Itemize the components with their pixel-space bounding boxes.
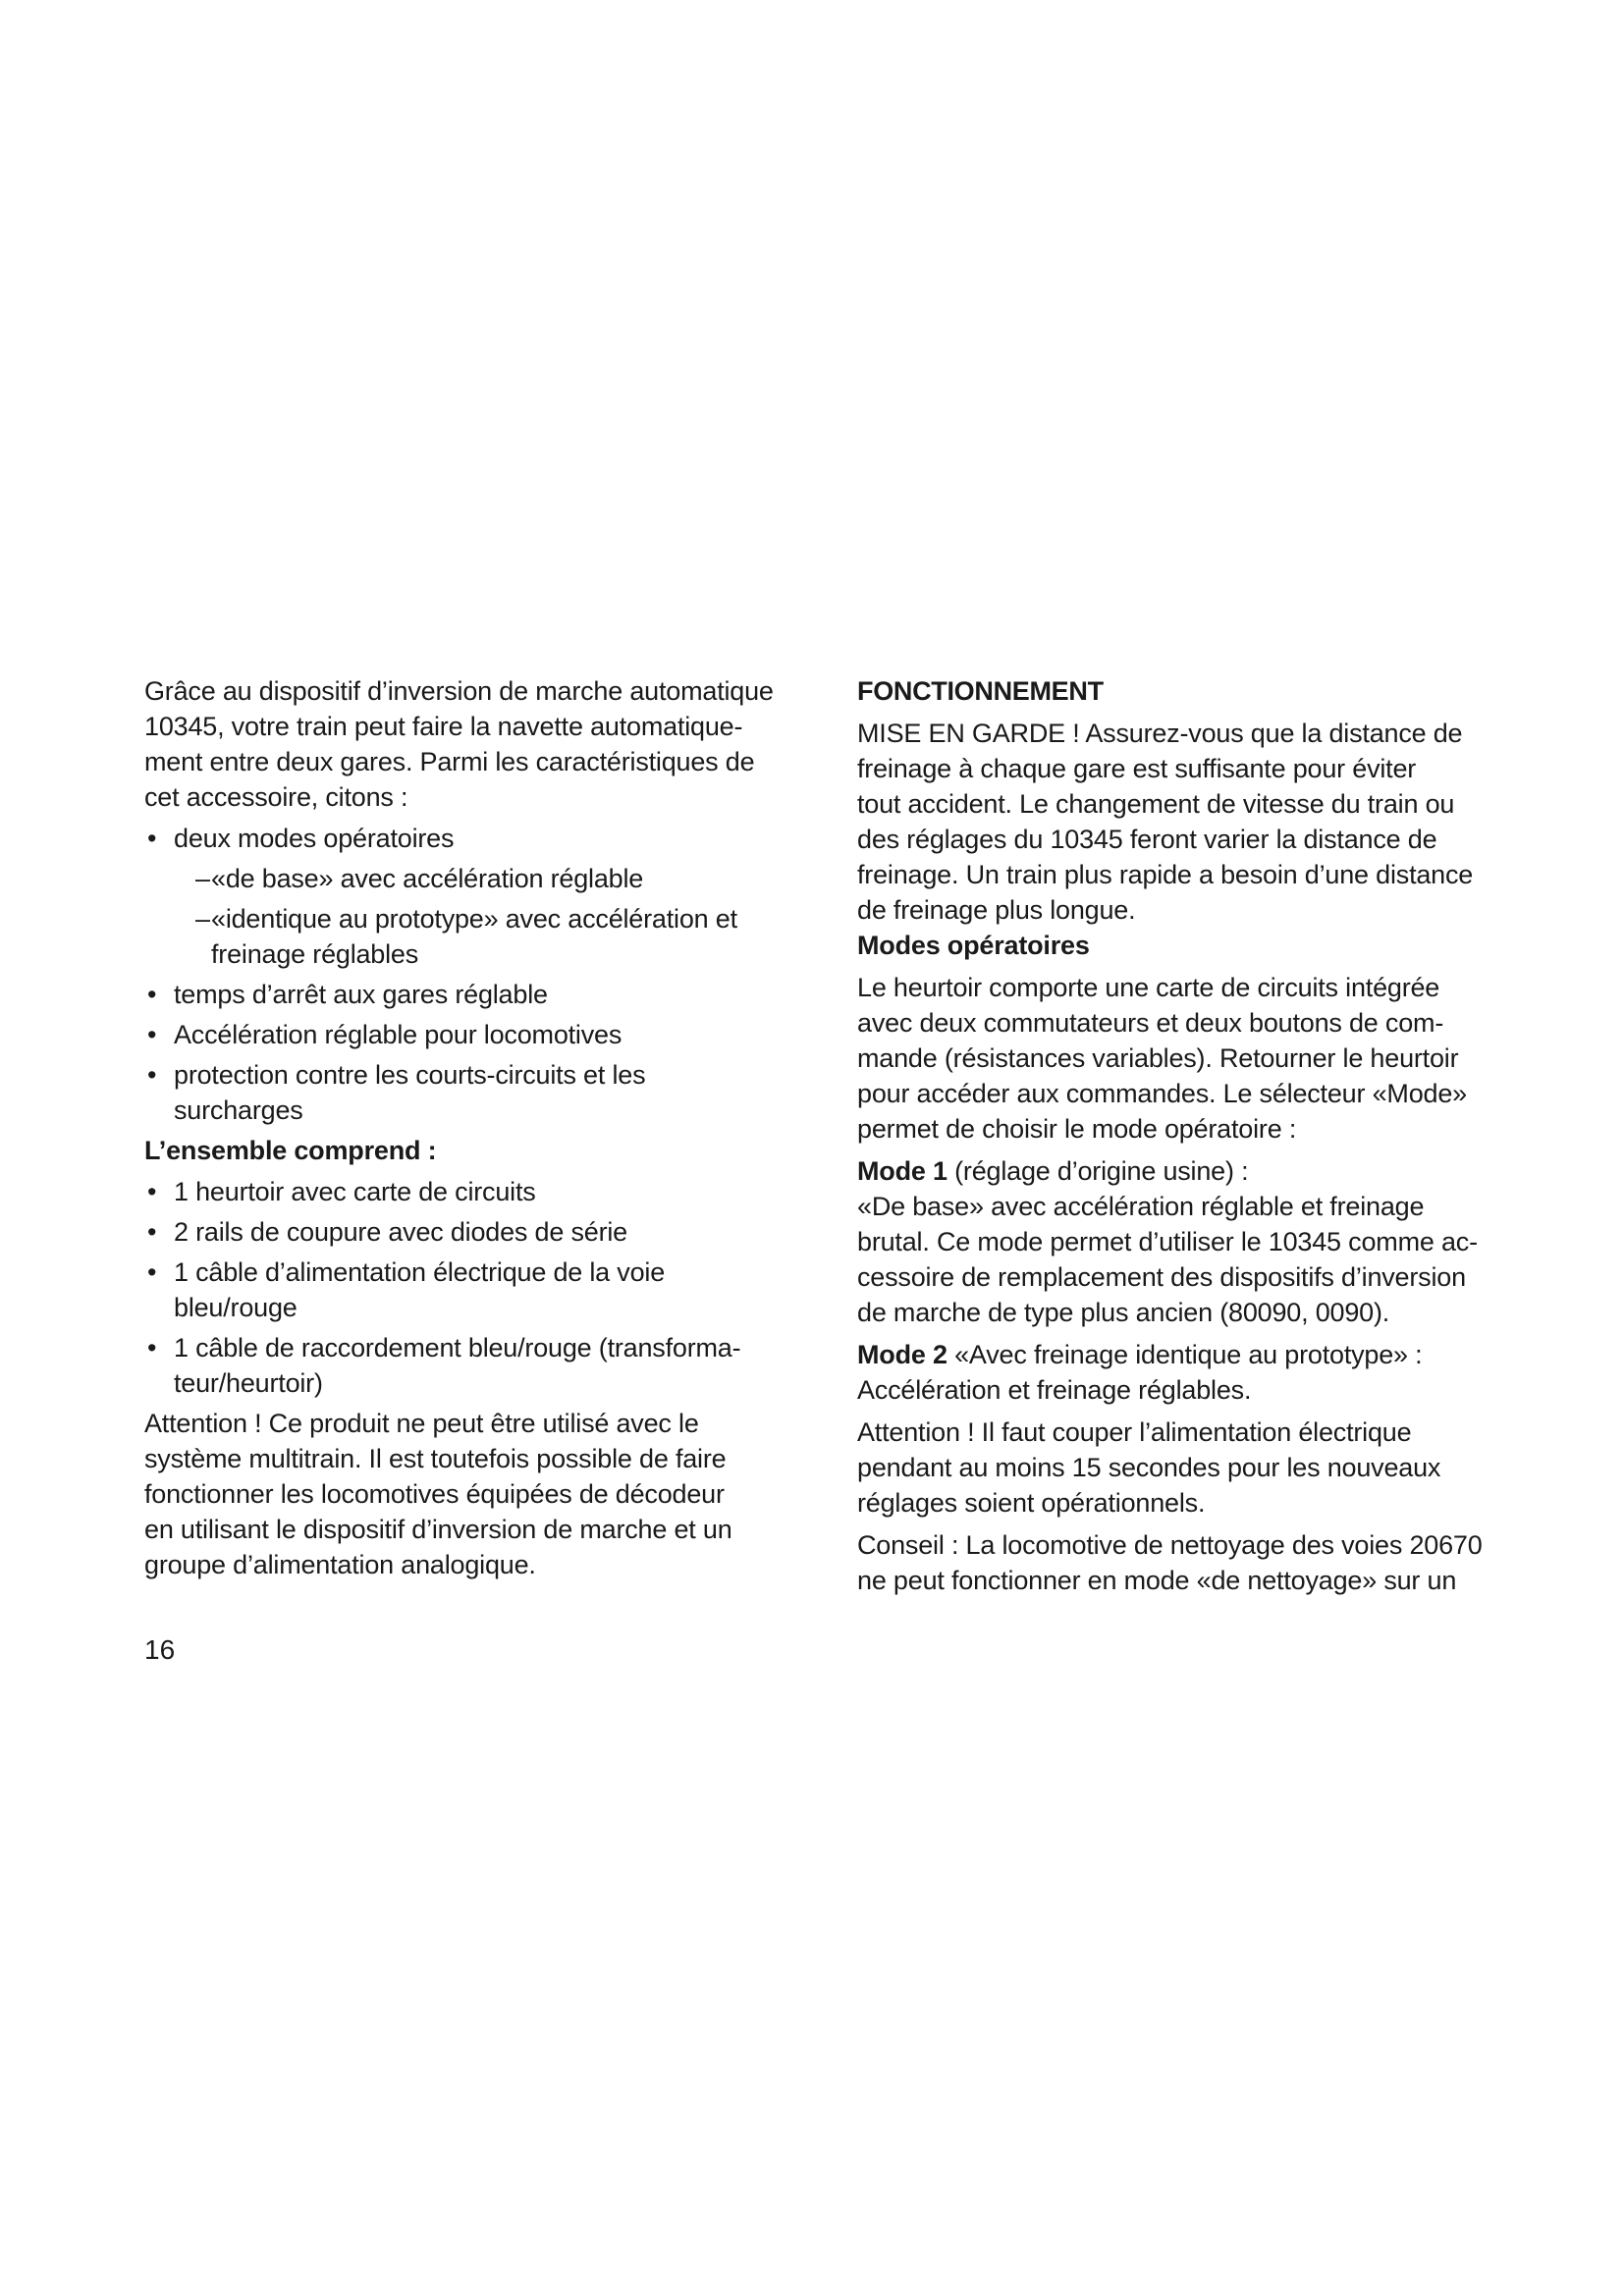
list-item: • Accélération réglable pour locomotives xyxy=(144,1017,792,1052)
list-item: • protection contre les courts-circuits et les surcharges xyxy=(144,1057,792,1128)
mode1-paragraph: Mode 1 (réglage d’origine usine) : «De base» avec accélération réglable et freinage brutal. Ce mode permet d’utiliser le 10345 comme ac- cessoire de remplacement des dispositifs d’inversion de marche de type plus ancien (80090, 0090). xyxy=(857,1156,1478,1327)
list-item: • temps d’arrêt aux gares réglable xyxy=(144,977,792,1012)
list-item: – «identique au prototype» avec accélération et freinage réglables xyxy=(174,901,792,972)
mode2-label: Mode 2 xyxy=(857,1340,947,1369)
modes-paragraph: Le heurtoir comporte une carte de circuits intégrée avec deux commutateurs et deux boutons de com- mande (résistances variables). Retourner le heurtoir pour accéder aux commandes. Le sélecteur «Mode» permet de choisir le mode opératoire : xyxy=(857,973,1467,1144)
modes-heading: Modes opératoires xyxy=(857,931,1090,960)
intro-line: 10345, votre train peut faire la navette automatique- xyxy=(144,712,743,741)
list-item: • 2 rails de coupure avec diodes de série xyxy=(144,1214,792,1250)
contents-list xyxy=(144,1174,792,1401)
intro-paragraph xyxy=(144,673,792,815)
features-list xyxy=(144,821,792,1128)
list-item: • 1 câble d’alimentation électrique de la voie bleu/rouge xyxy=(144,1255,792,1325)
left-column xyxy=(144,673,792,1582)
mode2-paragraph: Mode 2 «Avec freinage identique au prototype» : Accélération et freinage réglables. xyxy=(857,1340,1423,1405)
list-item: • deux modes opératoires – «de base» avec accélération réglable – «identique au prototype» avec accélération et freinage réglables xyxy=(144,821,792,972)
intro-line: ment entre deux gares. Parmi les caractéristiques de xyxy=(144,747,755,776)
right-column xyxy=(857,673,1495,1598)
section-heading: FONCTIONNEMENT xyxy=(857,676,1104,706)
intro-line: cet accessoire, citons : xyxy=(144,782,408,812)
list-item: – «de base» avec accélération réglable xyxy=(174,861,792,896)
list-item: • 1 câble de raccordement bleu/rouge (transforma- teur/heurtoir) xyxy=(144,1330,792,1401)
attention-paragraph: Attention ! Ce produit ne peut être utilisé avec le système multitrain. Il est toutefois possible de faire fonctionner les locomotives équipées de décodeur en utilisant le dispositif d’inversion de marche et un groupe d’alimentation analogique. xyxy=(144,1409,732,1579)
tip-paragraph: Conseil : La locomotive de nettoyage des voies 20670 ne peut fonctionner en mode «de nettoyage» sur un xyxy=(857,1530,1483,1595)
list-item: • 1 heurtoir avec carte de circuits xyxy=(144,1174,792,1209)
contents-heading: L’ensemble comprend : xyxy=(144,1136,437,1165)
modes-sublist xyxy=(174,861,792,972)
warning-paragraph: MISE EN GARDE ! Assurez-vous que la distance de freinage à chaque gare est suffisante pour éviter tout accident. Le changement de vitesse du train ou des réglages du 10345 feront varier la distance de freinage. Un train plus rapide a besoin d’une distance de freinage plus longue. xyxy=(857,719,1474,925)
intro-line: Grâce au dispositif d’inversion de marche automatique xyxy=(144,676,774,706)
page-number: 16 xyxy=(144,1634,176,1665)
mode1-label: Mode 1 xyxy=(857,1156,947,1186)
attention-paragraph: Attention ! Il faut couper l’alimentation électrique pendant au moins 15 secondes pour les nouveaux réglages soient opérationnels. xyxy=(857,1417,1441,1518)
